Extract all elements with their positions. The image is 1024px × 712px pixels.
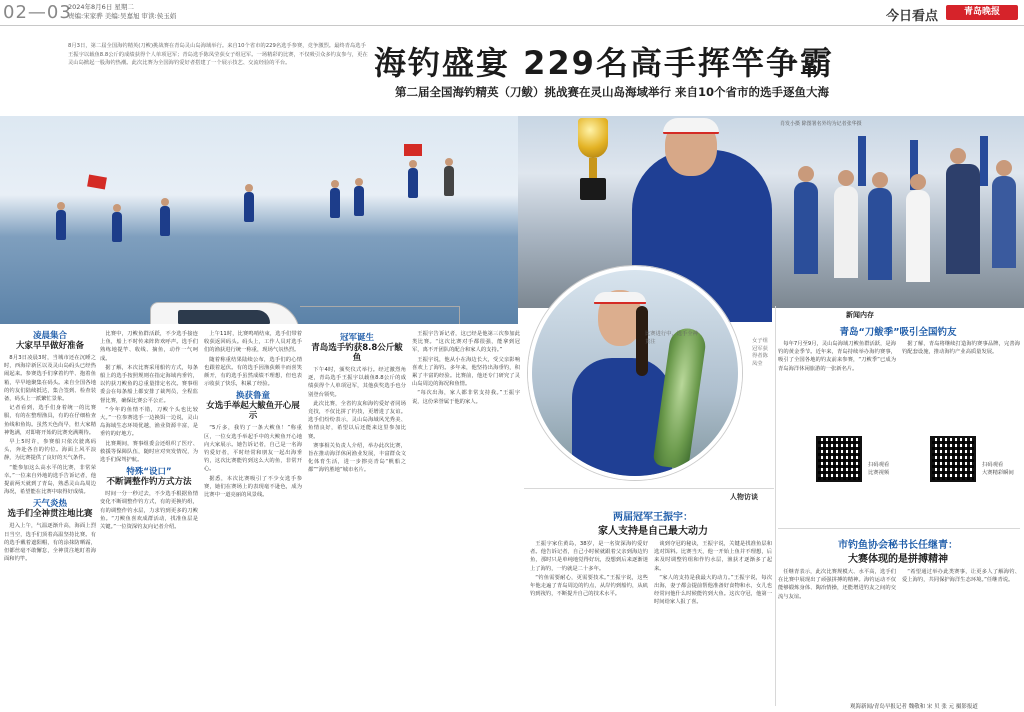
- yacht-rail: [300, 306, 460, 324]
- subheading-line-1: 特殊“设口”: [126, 467, 172, 478]
- trophy-stem: [589, 158, 597, 178]
- article-column-3: [204, 330, 302, 500]
- paragraph: 王振宇说，他从小在海边长大，受父亲影响喜欢上了海钓。多年来，他坚持出海垂钓，积累了丰富的经验。比赛前，他还专门研究了灵山岛周边的海况和鱼情。: [412, 356, 520, 388]
- paragraph: 据悉，本次比赛吸引了不少女选手参赛，她们在赛场上的表现毫不逊色，成为比赛中一道亮丽的风景线。: [204, 475, 302, 499]
- paragraph: 任继青表示，此次比赛规模大、水平高，选手们在比赛中展现出了顽强拼搏的精神。海钓运动不仅能够锻炼身体、陶冶情操，还能增进钓友之间的交流与友谊。: [778, 569, 896, 600]
- subheading-line-1: 换获鲁童: [235, 391, 270, 402]
- paragraph: “5斤多，我钓了一条大鲅鱼！”称重区，一位女选手举起手中的大鲅鱼开心地向大家展示。她告诉记者，自己是一名海钓爱好者，平时经常和朋友一起出海垂钓，这次比赛能钓到这么大的鱼，非常开心。: [204, 425, 302, 473]
- subheading-line-2: 不断调整作钓方式方法: [106, 477, 192, 488]
- paragraph: “希望通过举办此类赛事，让更多人了解海钓、爱上海钓，共同保护海洋生态环境。”任继青说。: [902, 569, 1020, 584]
- section-divider: [778, 528, 1020, 529]
- article-column-4: [308, 330, 406, 476]
- winner-cap: [663, 118, 719, 134]
- paragraph: 记者看到，选手们身着统一的比赛服，有的在整理渔具，有的在仔细检查鱼线和鱼钩。虽然天色尚早，但大家精神饱满，对即将开始的比赛充满期待。: [4, 405, 96, 436]
- column-3-heading: [204, 391, 302, 421]
- paragraph: 下午4时，颁奖仪式举行。经过激烈角逐，青岛选手王振宇以载鱼8.8公斤的成绩获得个人单项冠军，其他获奖选手也分别登台领奖。: [308, 367, 406, 398]
- editors-line: 责编:宋家骅 美编:吴嘉旭 审读:侯玉娟: [68, 12, 177, 20]
- qr-label-line-2: 大赛精彩瞬间: [982, 469, 1014, 476]
- crowd-figure: [906, 190, 930, 282]
- news-memo-label: 新闻内存: [846, 311, 874, 319]
- event-banner: [980, 136, 988, 186]
- subheading-line-2: 大家早早做好准备: [15, 341, 84, 351]
- paragraph: 比赛中，刀鲅鱼群活跃，不少选手接连上鱼，船上不时传来阵阵欢呼声。选手们熟练地提竿、收线、摘鱼，动作一气呵成。: [100, 331, 198, 362]
- paragraph: 上午11时，比赛鸣哨结束，选手们带着收获返回码头。码头上，工作人员对选手们的渔获进行统一称重，现场气氛热烈。: [204, 331, 302, 354]
- paragraph: 谈到夺冠的秘诀，王振宇说，关键是找准鱼层和选对饵料。比赛当天，他一开始上鱼并不理想，后来及时调整钓组和作钓水层，渔获才逐渐多了起来。: [654, 541, 772, 572]
- section-title: 今日看点: [885, 9, 938, 24]
- paragraph: “能参加这么高水平的比赛，非常荣幸。”一位来自外地的选手告诉记者，他提前两天就到了青岛，熟悉灵山岛周边海况，希望能在比赛中取得好成绩。: [4, 464, 96, 496]
- angler-figure: [354, 186, 364, 216]
- paragraph: 每年7月至9月，灵山岛海域刀鲅鱼群活跃，是海钓的黄金季节。近年来，青岛持续举办海钓赛事，吸引了全国各地的钓友前来参赛，“刀鲅季”已成为青岛海洋休闲旅游的一张新名片。: [778, 341, 896, 372]
- column-1-heading-2: [4, 499, 96, 519]
- paragraph: 早上5时许，参赛船只依次驶离码头，奔赴各自的钓位。海面上风平浪静，为比赛提供了良好的天气条件。: [4, 439, 96, 462]
- yacht-photo: [0, 116, 518, 324]
- paragraph: 8月3日凌晨3时，当城市还在沉睡之时，西海岸新区以及灵山岛码头已经热闹起来。参赛选手们拿着钓竿、抱着鱼箱，早早地聚集在码头。来自全国各地的钓友们陆续抵达，集合签到、检查装备，码头上一派繁忙景象。: [4, 355, 96, 403]
- qr-label: [982, 462, 1014, 477]
- angler-figure: [56, 210, 66, 240]
- inset-caption: 比赛进行中，选手全神贯注: [645, 331, 698, 345]
- paragraph: 时间一分一秒过去，不少选手根据鱼情变化不断调整作钓方式，有的更换钓组，有的调整作钓水层，力求钓到更多的刀鲅鱼。“刀鲅鱼喜欢成群活动，找准鱼层是关键。”一位资深钓友向记者介绍。: [100, 491, 198, 531]
- brand-logo: 青岛晚报: [946, 5, 1018, 20]
- circle-caption: 女子组冠军获得者陈凤莹: [752, 338, 768, 367]
- crowd-figure: [794, 182, 818, 274]
- page-header: [0, 0, 1024, 26]
- date-line: 2024年8月6日 星期二: [68, 3, 134, 11]
- subheading-line-1: 天气炎热: [32, 499, 67, 510]
- paragraph: 王振宇家住黄岛，38岁，是一名资深海钓爱好者。他告诉记者，自己小时候就跟着父亲到海边钓鱼，那时只是单纯地觉得好玩，没想到后来逐渐迷上了海钓，一钓就是二十多年。: [530, 541, 648, 572]
- paragraph: “每次出海，家人都非常支持我。”王振宇说，这份荣誉属于他的家人。: [412, 390, 520, 405]
- red-flag-icon: [87, 175, 107, 190]
- feature-column-1: [530, 540, 648, 599]
- crowd-figure: [992, 176, 1016, 268]
- feature-column-2: [654, 540, 772, 608]
- intro-paragraph: 8月3日，第二届全国海钓精英(刀鲅)挑战赛在青岛灵山岛海域举行。来自10个省市的229名选手参赛，竞争激烈。最终青岛选手王振宇以载鱼8.8公斤的成绩获得个人单项冠军；青岛选手陈凤莹获女子组冠军。一场精彩的比赛，不仅吸引众多钓友参与，更在灵山岛掀起一股海钓热潮。此次比赛为全国海钓爱好者搭建了一个展示技艺、交流经验的平台。: [68, 43, 368, 67]
- feature-heading-line-2: 家人支持是自己最大动力: [598, 526, 708, 537]
- association-heading-line-2: 大赛体现的是拼搏精神: [848, 554, 948, 565]
- article-column-5: [412, 330, 520, 407]
- angler-figure: [408, 168, 418, 198]
- girl-visor: [594, 292, 646, 304]
- qr-code-icon[interactable]: [816, 436, 862, 482]
- subheading-line-2: 女选手举起大鲅鱼开心展示: [206, 401, 300, 422]
- qr-label-line-1: 扫码观看: [982, 462, 1004, 468]
- qr-code-icon[interactable]: [930, 436, 976, 482]
- qr-label: [868, 462, 889, 477]
- paragraph: 比赛期间，赛事组委会还组织了医疗、救援等保障队伍，随时应对突发情况，为选手们保驾护航。: [100, 440, 198, 464]
- trophy-icon: [574, 118, 612, 202]
- paragraph: 王振宇告诉记者，这已经是他第三次参加此类比赛。“这次比赛对手都很强，能拿到冠军，离不开团队的配合和家人的支持。”: [412, 331, 520, 354]
- article-column-2: [100, 330, 198, 532]
- circular-inset-photo: [528, 266, 742, 480]
- angler-figure: [444, 166, 454, 196]
- paragraph: “今年的鱼情不错，刀鲅个头也比较大。”一位参赛选手一边换饵一边说，灵山岛海域生态环境优越，渔业资源丰富，是垂钓的好地方。: [100, 406, 198, 438]
- paragraph: 据了解，本次比赛采用船钓方式，每条船上的选手按照规则在指定海域内垂钓，以钓获刀鲅鱼的总重量排定名次。赛事组委会在每条船上都安排了裁判员，全程监督比赛，确保比赛公平公正。: [100, 364, 198, 404]
- subheading-line-2: 选手们全神贯注地比赛: [7, 509, 93, 520]
- subheadline: 第二届全国海钓精英（刀鲅）挑战赛在灵山岛海域举行 来自10个省市的选手逐鱼大海: [395, 85, 830, 99]
- news-memo-column-2: [902, 340, 1020, 357]
- red-flag-icon: [404, 144, 422, 156]
- angler-figure: [112, 212, 122, 242]
- crowd-figure: [834, 186, 858, 278]
- angler-figure: [330, 188, 340, 218]
- paragraph: “钓鱼需要耐心，更需要技术。”王振宇说，这些年他走遍了青岛周边的钓点，从岸钓到船钓，从矶钓到筏钓，不断提升自己的技术水平。: [530, 574, 648, 598]
- subheading-line-2: 青岛选手钓获8.8公斤鲅鱼: [311, 343, 403, 363]
- yacht-window: [178, 310, 270, 324]
- trophy-cup: [578, 118, 608, 158]
- subheading-line-1: 冠军诞生: [339, 333, 374, 343]
- paragraph: 赛事相关负责人介绍，举办此次比赛，旨在推动海洋休闲渔业发展，丰富群众文化体育生活，进一步擦亮青岛“帆船之都”“海钓胜地”城市名片。: [308, 442, 406, 474]
- paragraph: 进入上午，气温逐渐升高，海面上烈日当空，选手们顶着高温坚持比赛。有的选手戴着遮阳帽，有的涂抹防晒霜，但都丝毫不敢懈怠，全神贯注地盯着海面和钓竿。: [4, 523, 96, 563]
- feature-label: 人物访谈: [730, 493, 758, 501]
- crowd-figure: [946, 164, 980, 274]
- news-memo-column-1: [778, 340, 896, 374]
- angler-figure: [244, 192, 254, 222]
- angler-figure: [160, 206, 170, 236]
- page-meta: [68, 3, 176, 21]
- paragraph: 此次比赛，全省钓友和海钓爱好者同场竞技，不仅比拼了钓技，更增进了友谊。选手们纷纷表示，灵山岛海域风光秀美、鱼情良好，希望以后还能来这里参加比赛。: [308, 400, 406, 440]
- crowd-figure: [868, 188, 892, 280]
- paragraph: 随着称重结果陆续公布，选手们的心情也跟着起伏。有的选手因渔获颇丰而喜笑颜开，有的选手虽然成绩不理想，但也表示收获了快乐，积累了经验。: [204, 356, 302, 388]
- credits-line: 观海新闻/青岛早报记者 魏敬和 宋 贝 张 元 摄影报道: [850, 704, 978, 710]
- qr-label-line-2: 比赛视频: [868, 469, 890, 476]
- section-divider: [524, 488, 774, 489]
- fish-icon: [652, 326, 707, 470]
- page-number: 02—03: [3, 2, 72, 23]
- association-column-2: [902, 568, 1020, 585]
- headline: 海钓盛宴 229名高手挥竿争霸: [374, 44, 834, 82]
- paragraph: 据了解，青岛将继续打造海钓赛事品牌，完善海钓配套设施，推动海钓产业高质量发展。: [902, 341, 1020, 356]
- column-divider: [775, 306, 776, 706]
- column-4-heading: [308, 333, 406, 363]
- article-column-1: [4, 328, 96, 564]
- qr-label-line-1: 扫码观看: [868, 462, 890, 468]
- event-banner: [858, 136, 866, 186]
- photo-credit: 肖发小摄 除图署名外均为记者张华摄: [780, 121, 862, 127]
- association-column-1: [778, 568, 896, 602]
- subheading-line-1: 凌晨集合: [32, 331, 67, 341]
- association-heading-line-1: 市钓鱼协会秘书长任继青：: [838, 540, 958, 551]
- feature-heading-line-1: 两届冠军王振宇：: [613, 512, 693, 523]
- column-2-heading: [100, 467, 198, 487]
- trophy-base: [580, 178, 606, 200]
- news-memo-heading: 青岛“刀鲅季”吸引全国钓友: [839, 327, 957, 338]
- paragraph: “家人的支持是我最大的动力。”王振宇说，每次出海，妻子都会提前帮他准备好食物和水，女儿也经常问他什么时候能钓到大鱼。这次夺冠，他第一时间给家人报了喜。: [654, 574, 772, 606]
- column-1-heading: [4, 331, 96, 351]
